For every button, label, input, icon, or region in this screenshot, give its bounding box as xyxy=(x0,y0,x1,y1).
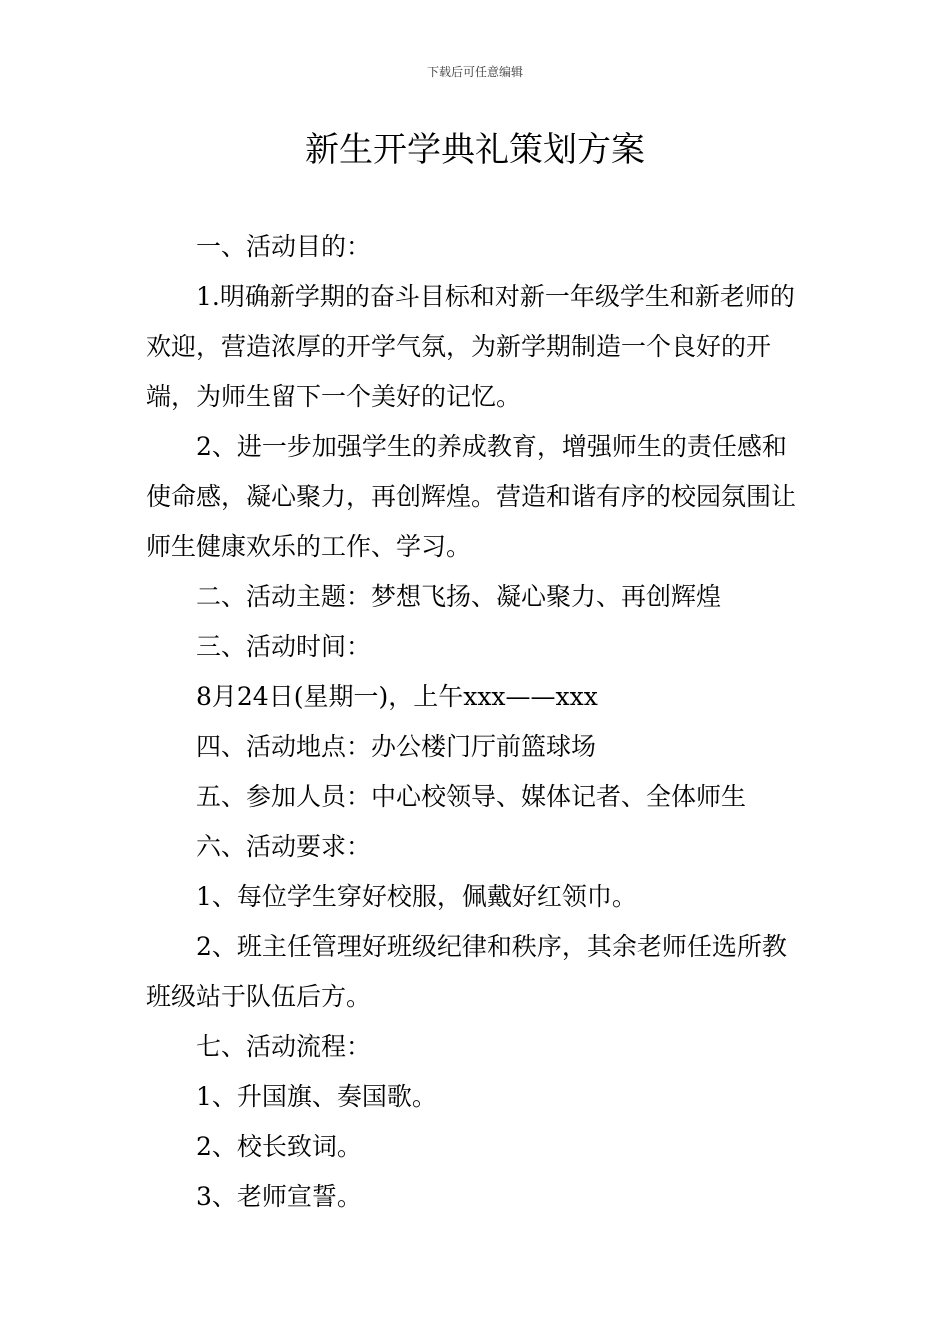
purpose-item-2: 2、进一步加强学生的养成教育，增强师生的责任感和使命感，凝心聚力，再创辉煌。营造和谐有序的校园氛围让师生健康欢乐的工作、学习。 xyxy=(146,432,797,561)
process-item-3: 3、老师宣誓。 xyxy=(196,1182,362,1211)
purpose-item-1: 1.明确新学期的奋斗目标和对新一年级学生和新老师的欢迎，营造浓厚的开学气氛，为新学期制造一个良好的开端，为师生留下一个美好的记忆。 xyxy=(146,282,795,411)
process-item-2: 2、校长致词。 xyxy=(196,1132,362,1161)
event-time: 8月24日(星期一)，上午xxx——xxx xyxy=(196,682,598,711)
document-body xyxy=(146,222,808,1222)
process-item-1: 1、升国旗、奏国歌。 xyxy=(196,1082,437,1111)
document-title: 新生开学典礼策划方案 xyxy=(305,130,645,170)
section-heading-requirements: 六、活动要求： xyxy=(196,832,372,861)
requirement-item-1: 1、每位学生穿好校服，佩戴好红领巾。 xyxy=(196,882,637,911)
section-location: 四、活动地点：办公楼门厅前篮球场 xyxy=(196,732,597,761)
section-participants: 五、参加人员：中心校领导、媒体记者、全体师生 xyxy=(196,782,747,811)
section-heading-time: 三、活动时间： xyxy=(196,632,372,661)
header-note: 下载后可任意编辑 xyxy=(426,65,523,79)
section-heading-process: 七、活动流程： xyxy=(196,1032,372,1061)
section-heading-purpose: 一、活动目的： xyxy=(196,232,372,261)
section-theme: 二、活动主题：梦想飞扬、凝心聚力、再创辉煌 xyxy=(196,582,722,611)
requirement-item-2: 2、班主任管理好班级纪律和秩序，其余老师任选所教班级站于队伍后方。 xyxy=(146,932,787,1011)
